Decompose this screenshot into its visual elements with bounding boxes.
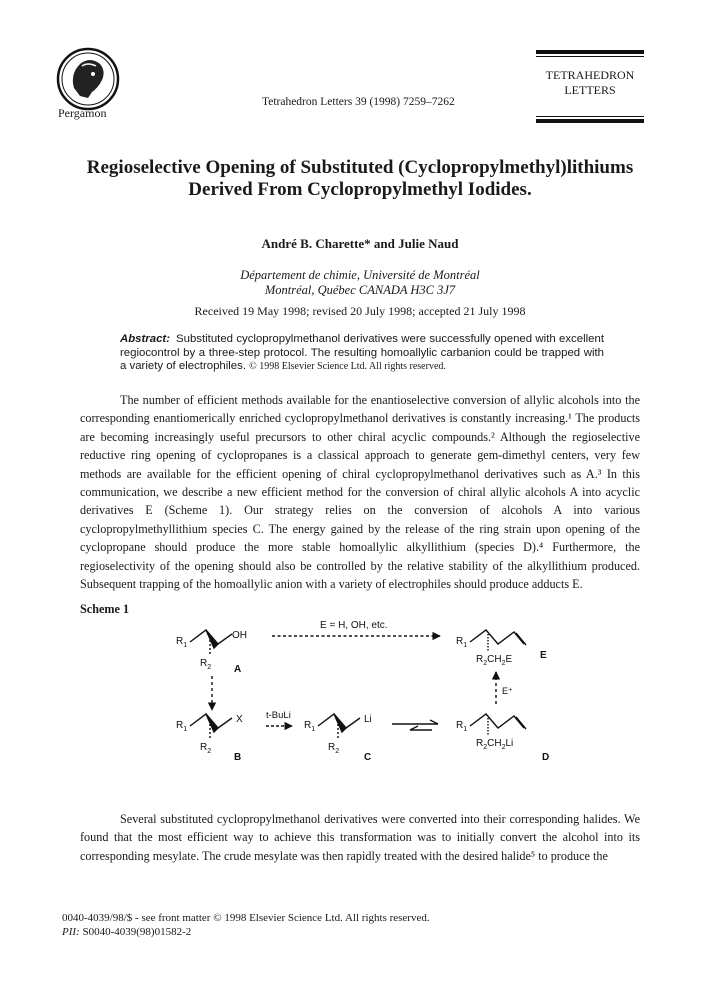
- footer-pii: [62, 925, 430, 939]
- reagent-tbuli: t-BuLi: [266, 710, 291, 721]
- title-line1: Regioselective Opening of Substituted (Cyclopropylmethyl)lithiums: [86, 157, 634, 178]
- article-title: [60, 157, 660, 201]
- footer: [62, 911, 430, 939]
- received-dates: Received 19 May 1998; revised 20 July 1998; accepted 21 July 1998: [194, 304, 526, 318]
- pergamon-logo-icon: [48, 44, 128, 114]
- journal-name-line1: TETRAHEDRON: [545, 68, 635, 82]
- label-d: D: [542, 752, 550, 763]
- paragraph-1: The number of efficient methods available for the enantioselective conversion of allylic alcohols into the corresponding enantiomerically enriched cyclopropylmethanol derivatives is constantly increasing.¹ The products are becoming increasingly useful precursors to other chiral acyclic compounds.² Although the regioselective reductive ring opening of cyclopropanes is a classical approach to generate gem-dimethyl centers, very few methods are available for the efficient opening of chiral cyclopropylmethanol derivatives such as A.³ In this communication, we describe a new efficient method for the conversion of chiral allylic alcohols A into acyclic derivatives E (Scheme 1). Our strategy relies on the conversion of alcohols A into various cyclopropylmethyllithium species C. The energy gained by the release of the ring strain upon opening of the cyclopropane should produce the more stable homoallylic alkyllithium (species D).⁴ Furthermore, the regioselectivity of the opening should also be controlled by the relative stability of the alkyllithium produced. Subsequent trapping of the homoallylic anion with a variety of electrophiles should produce adducts E.: [80, 393, 640, 592]
- affiliation: [60, 268, 660, 298]
- e-r1: $R_1$: [456, 636, 468, 649]
- header-rule-top-thin: [536, 56, 644, 57]
- journal-citation: Tetrahedron Letters 39 (1998) 7259–7262: [262, 96, 455, 108]
- d-r2ch2li: $R_2CH_2Li$: [476, 738, 514, 751]
- pii-value: S0040-4039(98)01582-2: [82, 926, 192, 938]
- header-rule-bottom: [536, 119, 644, 123]
- affiliation-line1: Département de chimie, Université de Montréal: [240, 268, 480, 282]
- pii-label: PII:: [62, 926, 80, 938]
- a-oh: OH: [232, 630, 247, 641]
- c-li: Li: [364, 714, 372, 725]
- label-b: B: [234, 752, 242, 763]
- condition-top: E = H, OH, etc.: [320, 620, 388, 631]
- label-e: E: [540, 650, 547, 661]
- label-a: A: [234, 664, 242, 675]
- title-line2: Derived From Cyclopropylmethyl Iodides.: [188, 179, 532, 200]
- footer-copyright: 0040-4039/98/$ - see front matter © 1998 Elsevier Science Ltd. All rights reserved.: [62, 912, 430, 924]
- b-x: X: [236, 714, 243, 725]
- scheme-label: Scheme 1: [80, 602, 130, 616]
- a-r1: $R_1$: [176, 636, 188, 649]
- label-c: C: [364, 752, 372, 763]
- c-r2: $R_2$: [328, 742, 340, 755]
- abstract-label: Abstract:: [120, 333, 171, 345]
- paragraph-2: Several substituted cyclopropylmethanol derivatives were converted into their corresponding halides. We found that the most efficient way to achieve this transformation was to initially convert the alcohol into its corresponding mesylate. The crude mesylate was then rapidly treated with the desired halide⁵ to produce the: [80, 812, 640, 863]
- journal-name-line2: LETTERS: [564, 83, 616, 97]
- abstract: [120, 333, 604, 374]
- electrophile: E⁺: [502, 686, 513, 696]
- header-rule-bottom-thin: [536, 116, 644, 117]
- e-r2ch2e: $R_2CH_2E$: [476, 654, 513, 667]
- a-r2: $R_2$: [200, 658, 212, 671]
- c-r1: $R_1$: [304, 720, 316, 733]
- affiliation-line2: Montréal, Québec CANADA H3C 3J7: [264, 283, 456, 297]
- abstract-copyright: © 1998 Elsevier Science Ltd. All rights reserved.: [249, 361, 446, 372]
- publisher-name: Pergamon: [58, 106, 107, 120]
- abstract-text: Substituted cyclopropylmethanol derivatives were successfully opened with excellent regiocontrol by a three-step protocol. The resulting homoallylic carbanion could be trapped with a variety of electrophiles.: [120, 333, 604, 372]
- authors: André B. Charette* and Julie Naud: [261, 236, 459, 251]
- header-rule-top: [536, 50, 644, 54]
- scheme-1-diagram: [170, 614, 570, 784]
- b-r1: $R_1$: [176, 720, 188, 733]
- d-r1: $R_1$: [456, 720, 468, 733]
- b-r2: $R_2$: [200, 742, 212, 755]
- journal-name: [536, 68, 644, 98]
